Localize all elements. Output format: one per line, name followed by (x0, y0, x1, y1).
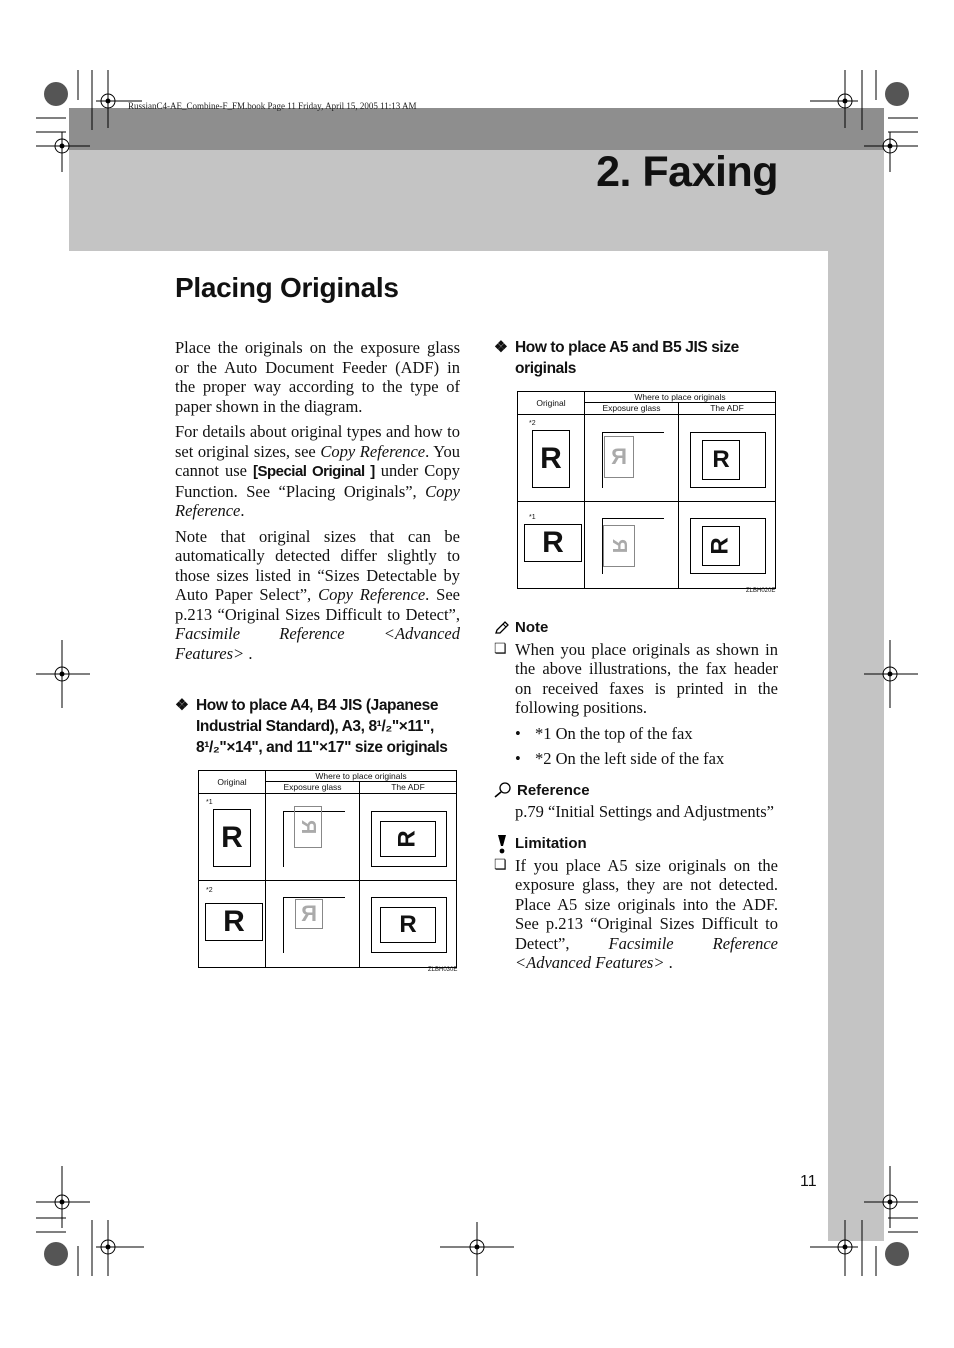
magnifier-icon (494, 782, 512, 798)
note-heading: Note (494, 618, 778, 638)
adf-original-2: R (380, 907, 436, 943)
diagram-header-adf: The ADF (679, 403, 775, 415)
checkbox-bullet-icon: ❏ (494, 641, 507, 657)
section-title: Placing Originals (175, 272, 399, 303)
intro-paragraph-3: Note that original sizes that can be automatically detected differ slightly to those sizes listed in “Sizes Detectable by Auto Paper Select”, Copy Reference. See p.213 “Original Sizes Difficult to Detect”, Facsimile Reference <Advanced Features> . (175, 526, 460, 663)
copy-reference-link: Copy Reference (320, 441, 426, 461)
intro-paragraph-2: For details about original types and how to set original sizes, see Copy Reference. You cannot use [Special Original ] under Copy Function. See “Placing Originals”, Copy Reference. (175, 422, 461, 520)
diagram-a4-placement (198, 770, 457, 968)
diagram-header-glass: Exposure glass (266, 782, 360, 794)
diamond-icon: ❖ (494, 339, 508, 356)
diagram-a4-code: ZLBH030E (428, 967, 458, 973)
diamond-icon: ❖ (175, 697, 189, 714)
pencil-icon (494, 621, 510, 635)
page-number: 11 (800, 1173, 817, 1190)
original-landscape-r: R (524, 524, 582, 562)
adf-original: R (702, 440, 740, 480)
original-portrait-r: R (213, 809, 251, 867)
print-info: RussianC4-AE_Combine-F_FM.book Page 11 Friday, April 15, 2005 11:13 AM (128, 101, 417, 111)
notes-column (494, 618, 778, 973)
glass-image-r: R (294, 806, 322, 848)
intro-text (175, 338, 460, 669)
diagram-header-original: Original (199, 771, 266, 794)
original-landscape-r: R (205, 903, 263, 941)
special-original-key: [Special Original ] (252, 463, 375, 480)
adf-original: R (380, 821, 436, 857)
diagram-header-where: Where to place originals (266, 771, 456, 782)
note-subitem-1: • *1 On the top of the fax (515, 723, 693, 743)
checkbox-bullet-icon: ❏ (494, 857, 507, 873)
mark-2: *2 (529, 420, 536, 427)
diagram-header-adf: The ADF (360, 782, 456, 794)
adf-original-2: R (702, 526, 740, 566)
mark-1: *1 (529, 514, 536, 521)
diagram-header-glass: Exposure glass (585, 403, 679, 415)
note-item: ❏ When you place originals as shown in the above illustrations, the fax header on received faxes is printed in the following positions. (494, 639, 778, 717)
mark-1: *1 (206, 799, 213, 806)
diagram-header-where: Where to place originals (585, 392, 775, 403)
heading-a5-placement: ❖ How to place A5 and B5 JIS size originals (494, 339, 739, 377)
glass-image-r: R (604, 436, 634, 478)
original-portrait-r: R (532, 430, 570, 488)
heading-a4-placement: ❖ How to place A4, B4 JIS (Japanese Industrial Standard), A3, 8¹/₂"×11", 8¹/₂"×14", and 11"×17" size originals (175, 697, 448, 756)
reference-text: p.79 “Initial Settings and Adjustments” (515, 802, 774, 821)
intro-paragraph-1: Place the originals on the exposure glass or the Auto Document Feeder (ADF) in the proper way according to the type of paper shown in the diagram. (175, 338, 460, 416)
mark-2: *2 (206, 887, 213, 894)
limitation-heading: Limitation (494, 834, 778, 854)
exclamation-icon (494, 834, 510, 854)
note-subitem-2: • *2 On the left side of the fax (515, 749, 725, 768)
glass-image-r2: R (603, 525, 635, 567)
limitation-item: ❏ If you place A5 size originals on the exposure glass, they are not detected. Place A5 size originals into the ADF. See p.213 “Original Sizes Difficult to Detect”, Facsimile Reference <Advanced Features> . (494, 855, 778, 972)
reference-heading: Reference (494, 781, 778, 801)
glass-image-r2: R (295, 899, 323, 929)
chapter-title: 2. Faxing (596, 148, 778, 196)
facsimile-reference-link: Facsimile Reference <Advanced Features> (175, 624, 460, 663)
diagram-a5-placement (517, 391, 776, 589)
diagram-header-original: Original (518, 392, 585, 415)
diagram-a5-code: ZLBH020E (746, 588, 776, 594)
